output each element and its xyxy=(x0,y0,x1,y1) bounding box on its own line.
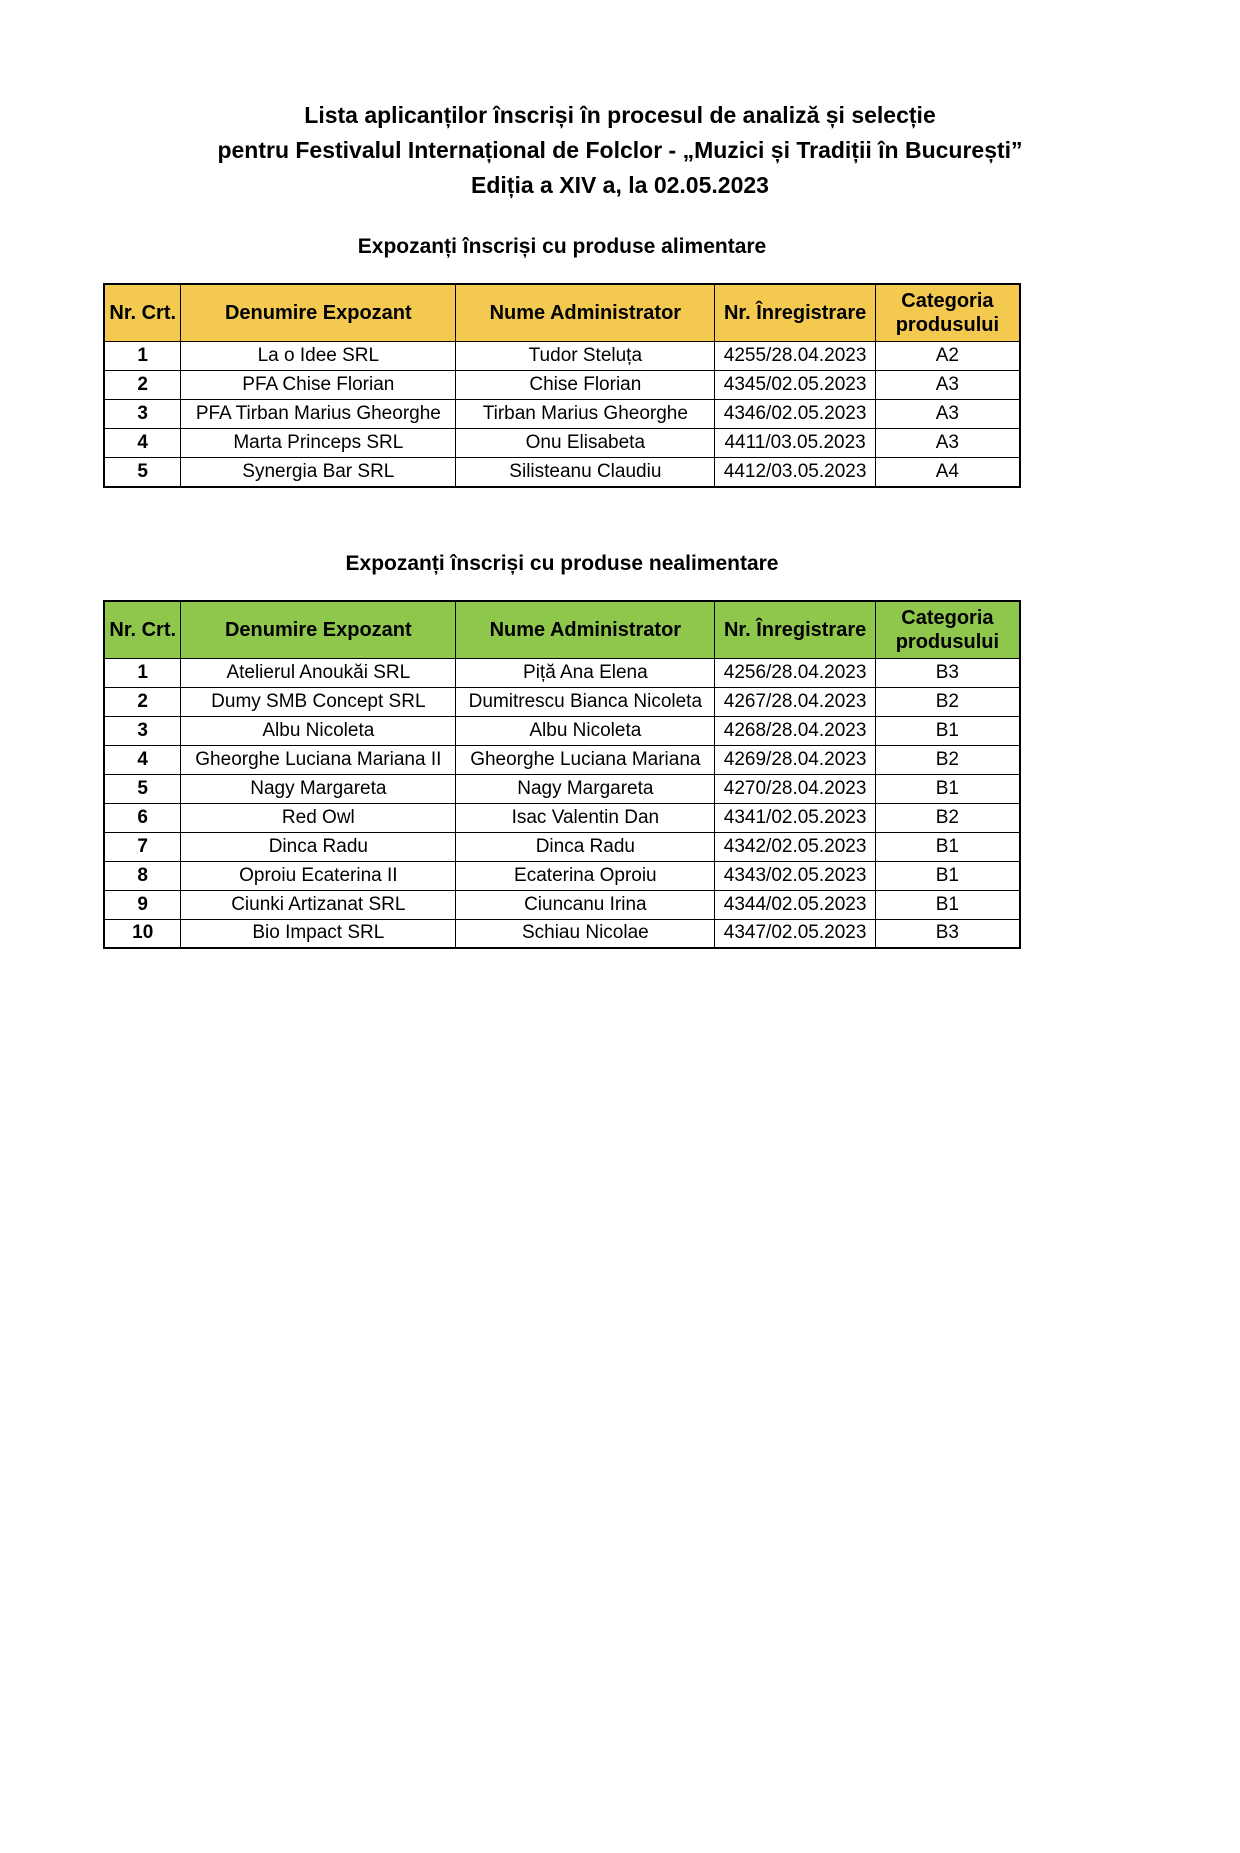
table-cell: B1 xyxy=(875,716,1020,745)
table-cell: Albu Nicoleta xyxy=(181,716,456,745)
table-cell: Dumitrescu Bianca Nicoleta xyxy=(456,687,715,716)
column-header: Nr. Înregistrare xyxy=(715,284,875,342)
table-cell: Onu Elisabeta xyxy=(456,429,715,458)
table-cell: B2 xyxy=(875,745,1020,774)
table-cell: B3 xyxy=(875,919,1020,948)
section-heading-food: Expozanți înscriși cu produse alimentare xyxy=(357,235,767,258)
table-cell: 2 xyxy=(104,371,181,400)
table-cell: Dumy SMB Concept SRL xyxy=(181,687,456,716)
table-cell: 4 xyxy=(104,429,181,458)
table-cell: Oproiu Ecaterina II xyxy=(181,861,456,890)
document-content xyxy=(103,235,1021,949)
column-header: Nume Administrator xyxy=(456,284,715,342)
table-row xyxy=(104,774,1020,803)
table-cell: 8 xyxy=(104,861,181,890)
table-cell: Red Owl xyxy=(181,803,456,832)
table-cell: 4345/02.05.2023 xyxy=(715,371,875,400)
table-cell: 4255/28.04.2023 xyxy=(715,342,875,371)
table-cell: 6 xyxy=(104,803,181,832)
table-cell: B2 xyxy=(875,687,1020,716)
table-cell: 5 xyxy=(104,774,181,803)
title-line-2: pentru Festivalul Internațional de Folclor - „Muzici și Tradiții în București” xyxy=(217,137,1023,163)
table-cell: 4344/02.05.2023 xyxy=(715,890,875,919)
table-cell: B1 xyxy=(875,774,1020,803)
table-cell: Schiau Nicolae xyxy=(456,919,715,948)
column-header: Denumire Expozant xyxy=(181,601,456,659)
table-cell: 5 xyxy=(104,458,181,487)
table-cell: 2 xyxy=(104,687,181,716)
table-cell: Chise Florian xyxy=(456,371,715,400)
table-row xyxy=(104,890,1020,919)
table-cell: 4341/02.05.2023 xyxy=(715,803,875,832)
table-cell: 4347/02.05.2023 xyxy=(715,919,875,948)
table-cell: 4 xyxy=(104,745,181,774)
document-header xyxy=(0,98,1240,203)
column-header: Categoria produsului xyxy=(875,284,1020,342)
table-cell: 4270/28.04.2023 xyxy=(715,774,875,803)
table-cell: Synergia Bar SRL xyxy=(181,458,456,487)
table-cell: Nagy Margareta xyxy=(456,774,715,803)
table-cell: 4411/03.05.2023 xyxy=(715,429,875,458)
table-cell: Piță Ana Elena xyxy=(456,658,715,687)
table-row xyxy=(104,832,1020,861)
table-cell: Dinca Radu xyxy=(181,832,456,861)
table-cell: Tirban Marius Gheorghe xyxy=(456,400,715,429)
table-cell: La o Idee SRL xyxy=(181,342,456,371)
table-cell: 4343/02.05.2023 xyxy=(715,861,875,890)
table-row xyxy=(104,458,1020,487)
table-row xyxy=(104,919,1020,948)
table-cell: 1 xyxy=(104,658,181,687)
table-cell: PFA Chise Florian xyxy=(181,371,456,400)
table-cell: Bio Impact SRL xyxy=(181,919,456,948)
table-cell: 4412/03.05.2023 xyxy=(715,458,875,487)
column-header: Nr. Crt. xyxy=(104,601,181,659)
table-row xyxy=(104,687,1020,716)
table-cell: Ecaterina Oproiu xyxy=(456,861,715,890)
table-cell: 4256/28.04.2023 xyxy=(715,658,875,687)
table-row xyxy=(104,861,1020,890)
table-cell: Ciunki Artizanat SRL xyxy=(181,890,456,919)
table-cell: Albu Nicoleta xyxy=(456,716,715,745)
table-cell: Gheorghe Luciana Mariana II xyxy=(181,745,456,774)
table-cell: PFA Tirban Marius Gheorghe xyxy=(181,400,456,429)
table-cell: 10 xyxy=(104,919,181,948)
title-line-1: Lista aplicanților înscriși în procesul de analiză și selecție xyxy=(304,102,936,128)
title-line-3: Ediția a XIV a, la 02.05.2023 xyxy=(471,172,769,198)
section-heading-nonfood: Expozanți înscriși cu produse nealimentare xyxy=(345,551,779,575)
table-cell: 3 xyxy=(104,400,181,429)
column-header: Nume Administrator xyxy=(456,601,715,659)
table-cell: Gheorghe Luciana Mariana xyxy=(456,745,715,774)
document-page xyxy=(0,98,1240,1853)
table-cell: 9 xyxy=(104,890,181,919)
column-header: Categoria produsului xyxy=(875,601,1020,659)
table-row xyxy=(104,400,1020,429)
table-cell: A2 xyxy=(875,342,1020,371)
table-cell: 4346/02.05.2023 xyxy=(715,400,875,429)
column-header: Denumire Expozant xyxy=(181,284,456,342)
column-header: Nr. Înregistrare xyxy=(715,601,875,659)
table-cell: Tudor Steluța xyxy=(456,342,715,371)
section-nonfood-exhibitors xyxy=(103,552,1021,950)
table-cell: Dinca Radu xyxy=(456,832,715,861)
nonfood-exhibitors-table xyxy=(103,600,1021,950)
table-cell: A3 xyxy=(875,371,1020,400)
table-row xyxy=(104,429,1020,458)
table-cell: Nagy Margareta xyxy=(181,774,456,803)
table-cell: 4267/28.04.2023 xyxy=(715,687,875,716)
table-cell: Atelierul Anoukăi SRL xyxy=(181,658,456,687)
document-title xyxy=(0,98,1240,203)
table-cell: A3 xyxy=(875,429,1020,458)
column-header: Nr. Crt. xyxy=(104,284,181,342)
table-row xyxy=(104,658,1020,687)
table-cell: B1 xyxy=(875,861,1020,890)
table-cell: 4269/28.04.2023 xyxy=(715,745,875,774)
table-row xyxy=(104,371,1020,400)
table-cell: Marta Princeps SRL xyxy=(181,429,456,458)
table-cell: Isac Valentin Dan xyxy=(456,803,715,832)
table-header-row xyxy=(104,284,1020,342)
table-cell: 3 xyxy=(104,716,181,745)
table-header-row xyxy=(104,601,1020,659)
table-cell: Ciuncanu Irina xyxy=(456,890,715,919)
table-row xyxy=(104,803,1020,832)
table-cell: 1 xyxy=(104,342,181,371)
table-cell: B2 xyxy=(875,803,1020,832)
table-cell: 7 xyxy=(104,832,181,861)
table-cell: A3 xyxy=(875,400,1020,429)
table-cell: 4268/28.04.2023 xyxy=(715,716,875,745)
table-cell: Silisteanu Claudiu xyxy=(456,458,715,487)
section-food-exhibitors xyxy=(103,235,1021,488)
table-cell: 4342/02.05.2023 xyxy=(715,832,875,861)
table-cell: B3 xyxy=(875,658,1020,687)
table-cell: B1 xyxy=(875,832,1020,861)
table-row xyxy=(104,342,1020,371)
table-cell: A4 xyxy=(875,458,1020,487)
table-row xyxy=(104,745,1020,774)
table-row xyxy=(104,716,1020,745)
table-cell: B1 xyxy=(875,890,1020,919)
food-exhibitors-table xyxy=(103,283,1021,488)
